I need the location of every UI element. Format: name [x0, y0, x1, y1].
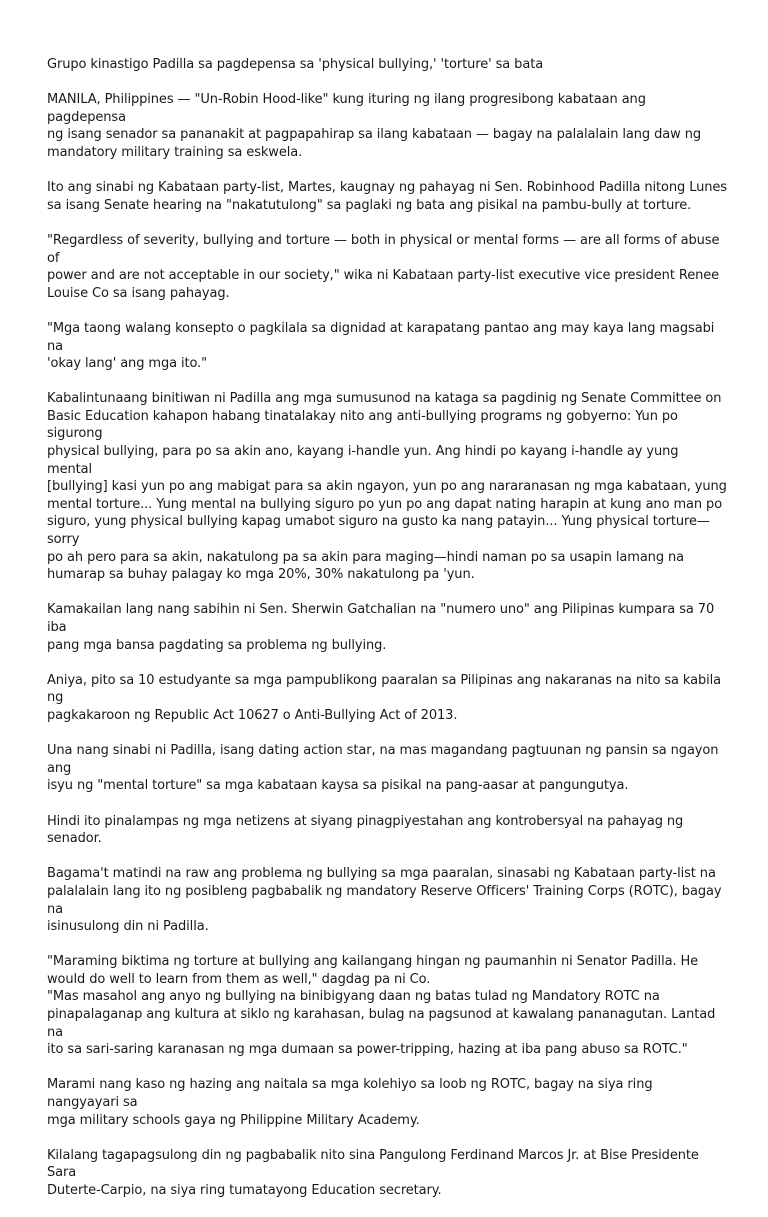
- article-paragraph: Kabalintunaang binitiwan ni Padilla ang mga sumusunod na kataga sa pagdinig ng Senate Committee on Basic Education kahapon habang tinatalakay nito ang anti-bullying programs ng gobyerno: Yun po sigurong physical bullying, para po sa akin ano, kayang i-handle yun. Ang hindi po kayang i-handle ay yung mental [bullying] kasi yun po ang mabigat para sa akin ngayon, yun po ang nararanasan ng mga kabataan, yung mental torture... Yung mental na bullying siguro po yun po ang dapat nating harapin at kung ano man po siguro, yung physical bullying kapag umabot siguro na gusto ka nang patayin... Yung physical torture—sorry po ah pero para sa akin, nakatulong pa sa akin para maging—hindi naman po sa usapin lamang na humarap sa buhay palagay ko mga 20%, 30% nakatulong pa 'yun.: [47, 391, 727, 583]
- article-paragraph: "Mga taong walang konsepto o pagkilala sa dignidad at karapatang pantao ang may kaya lang magsabi na 'okay lang' ang mga ito.": [47, 320, 715, 372]
- article-paragraph: Kilalang tagapagsulong din ng pagbabalik nito sina Pangulong Ferdinand Marcos Jr. at Bise Presidente Sara Duterte-Carpio, na siya ring tumatayong Education secretary.: [47, 1147, 699, 1198]
- article-paragraph: Hindi ito pinalampas ng mga netizens at siyang pinagpiyestahan ang kontrobersyal na pahayag ng senador.: [47, 813, 684, 847]
- article-paragraph: "Maraming biktima ng torture at bullying ang kailangang hingan ng paumanhin ni Senator Padilla. He would do well to learn from them as well," dagdag pa ni Co.: [47, 954, 699, 987]
- article: [47, 56, 727, 1217]
- article-paragraph: Ito ang sinabi ng Kabataan party-list, Martes, kaugnay ng pahayag ni Sen. Robinhood Padilla nitong Lunes sa isang Senate hearing na "nakatutulong" sa paglaki ng bata ang pisikal na pambu-bully at torture.: [47, 180, 727, 213]
- article-paragraph: Una nang sinabi ni Padilla, isang dating action star, na mas magandang pagtuunan ng pansin sa ngayon ang isyu ng "mental torture" sa mga kabataan kaysa sa pisikal na pang-aasar at pangungutya.: [47, 743, 719, 794]
- article-paragraph: Aniya, pito sa 10 estudyante sa mga pampublikong paaralan sa Pilipinas ang nakaranas na nito sa kabila ng pagkakaroon ng Republic Act 10627 o Anti-Bullying Act of 2013.: [47, 672, 722, 723]
- article-paragraph: "Regardless of severity, bullying and torture — both in physical or mental forms — are all forms of abuse of power and are not acceptable in our society," wika ni Kabataan party-list executive vice president Renee Louise Co sa isang pahayag.: [47, 232, 720, 301]
- article-paragraph: Marami nang kaso ng hazing ang naitala sa mga kolehiyo sa loob ng ROTC, bagay na siya ring nangyayari sa mga military schools gaya ng Philippine Military Academy.: [47, 1077, 653, 1128]
- article-paragraph: Bagama't matindi na raw ang problema ng bullying sa mga paaralan, sinasabi ng Kabataan party-list na palalalain lang ito ng posibleng pagbabalik ng mandatory Reserve Officers' Training Corps (ROTC), bagay na isinusulong din ni Padilla.: [47, 866, 722, 935]
- article-paragraph: MANILA, Philippines — "Un-Robin Hood-like" kung ituring ng ilang progresibong kabataan ang pagdepensa ng isang senador sa pananakit at pagpapahirap sa ilang kabataan — bagay na palalalain lang daw ng mandatory military training sa eskwela.: [47, 92, 701, 160]
- article-paragraph: "Mas masahol ang anyo ng bullying na binibigyang daan ng batas tulad ng Mandatory ROTC na pinapalaganap ang kultura at siklo ng karahasan, bulag na pagsunod at kawalang pananagutan. Lantad na ito sa sari-saring karanasan ng mga dumaan sa power-tripping, hazing at iba pang abuso sa ROTC.": [47, 989, 716, 1058]
- article-headline: Grupo kinastigo Padilla sa pagdepensa sa 'physical bullying,' 'torture' sa bata: [47, 57, 544, 72]
- article-paragraph: Kamakailan lang nang sabihin ni Sen. Sherwin Gatchalian na "numero uno" ang Pilipinas kumpara sa 70 iba pang mga bansa pagdating sa problema ng bullying.: [47, 602, 715, 653]
